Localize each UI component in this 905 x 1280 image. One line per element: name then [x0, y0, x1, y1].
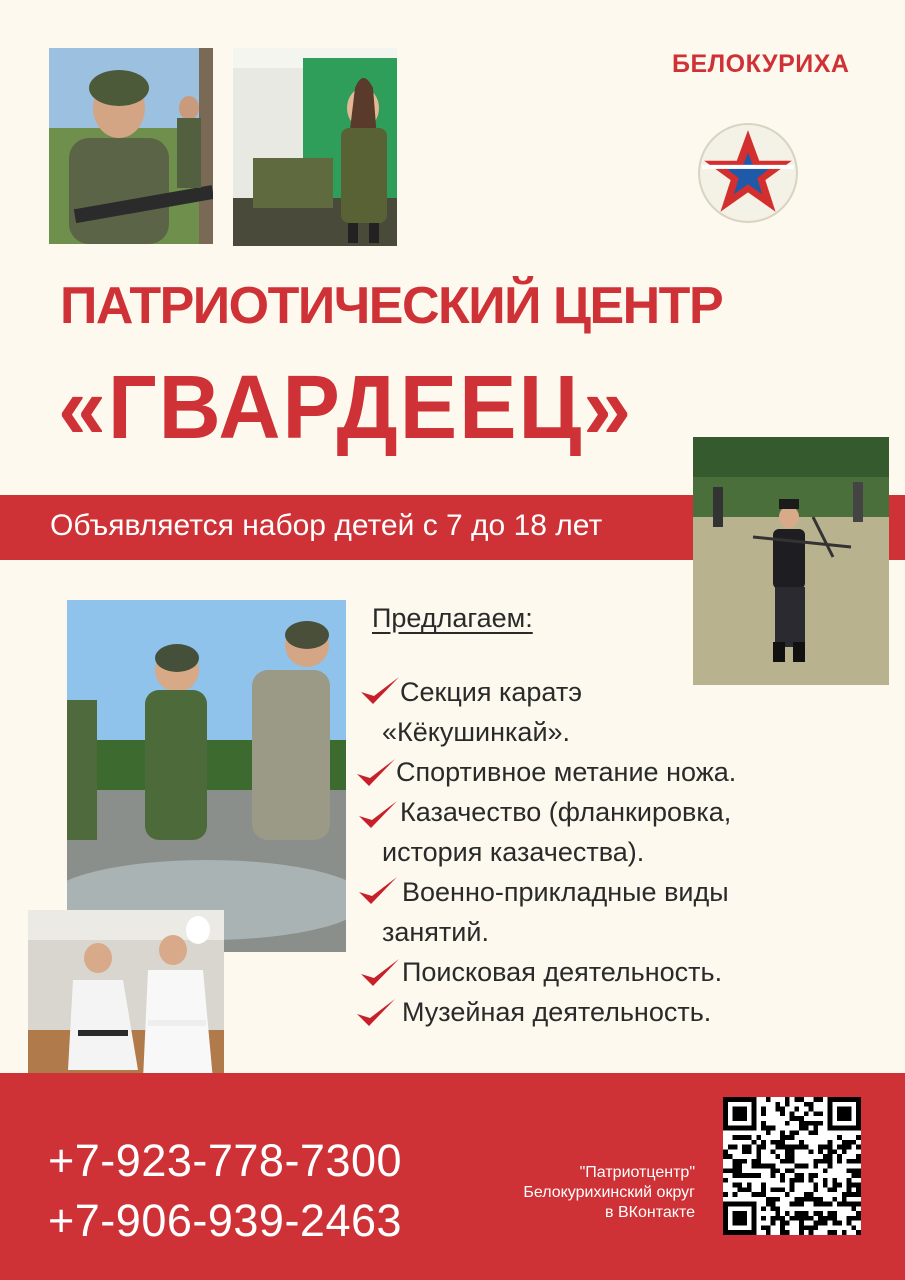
vk-line-1: "Патриотцентр" — [579, 1164, 695, 1181]
checkmark-icon — [356, 798, 400, 834]
list-item — [352, 672, 812, 712]
vk-line-3: в ВКонтакте — [605, 1204, 695, 1221]
list-item-label: Казачество (фланкировка, — [400, 797, 732, 827]
checkmark-icon — [354, 756, 398, 792]
list-item — [352, 712, 812, 752]
checkmark-icon — [356, 874, 400, 910]
list-item-label: Поисковая деятельность. — [402, 957, 723, 987]
city-name: БЕЛОКУРИХА — [672, 50, 850, 78]
checkmark-icon — [354, 996, 398, 1032]
list-item-label: Музейная деятельность. — [402, 997, 712, 1027]
emblem-star-icon — [697, 122, 799, 224]
list-item-label: Военно-прикладные виды — [402, 877, 729, 907]
vk-line-2: Белокурихинский округ — [523, 1184, 695, 1201]
phone-number-1[interactable]: +7-923-778-7300 — [48, 1135, 403, 1186]
list-item — [352, 912, 812, 952]
page-title: ПАТРИОТИЧЕСКИЙ ЦЕНТР — [60, 277, 723, 335]
photo-boy-sabers — [693, 437, 889, 685]
recruitment-text: Объявляется набор детей с 7 до 18 лет — [50, 509, 603, 542]
phone-number-2[interactable]: +7-906-939-2463 — [48, 1195, 403, 1246]
photo-woman-in-tent — [233, 48, 397, 246]
list-item-label: Секция каратэ — [400, 677, 582, 707]
list-item — [352, 872, 812, 912]
list-item — [352, 832, 812, 872]
photo-boy-with-rifle — [49, 48, 213, 244]
center-name: «ГВАРДЕЕЦ» — [58, 357, 634, 458]
photo-cadets-water — [67, 600, 346, 952]
list-item — [352, 752, 812, 792]
list-item-label: история казачества). — [382, 837, 645, 867]
checkmark-icon — [358, 674, 402, 710]
checkmark-icon — [358, 956, 402, 992]
list-item-label: Спортивное метание ножа. — [396, 757, 737, 787]
offer-heading: Предлагаем: — [372, 603, 533, 633]
list-item — [352, 952, 812, 992]
vk-caption — [470, 1163, 695, 1223]
list-item-label: «Кёкушинкай». — [382, 717, 571, 747]
offer-list — [352, 672, 812, 1032]
list-item — [352, 792, 812, 832]
qr-code[interactable] — [723, 1097, 861, 1235]
list-item-label: занятий. — [382, 917, 489, 947]
list-item — [352, 992, 812, 1032]
